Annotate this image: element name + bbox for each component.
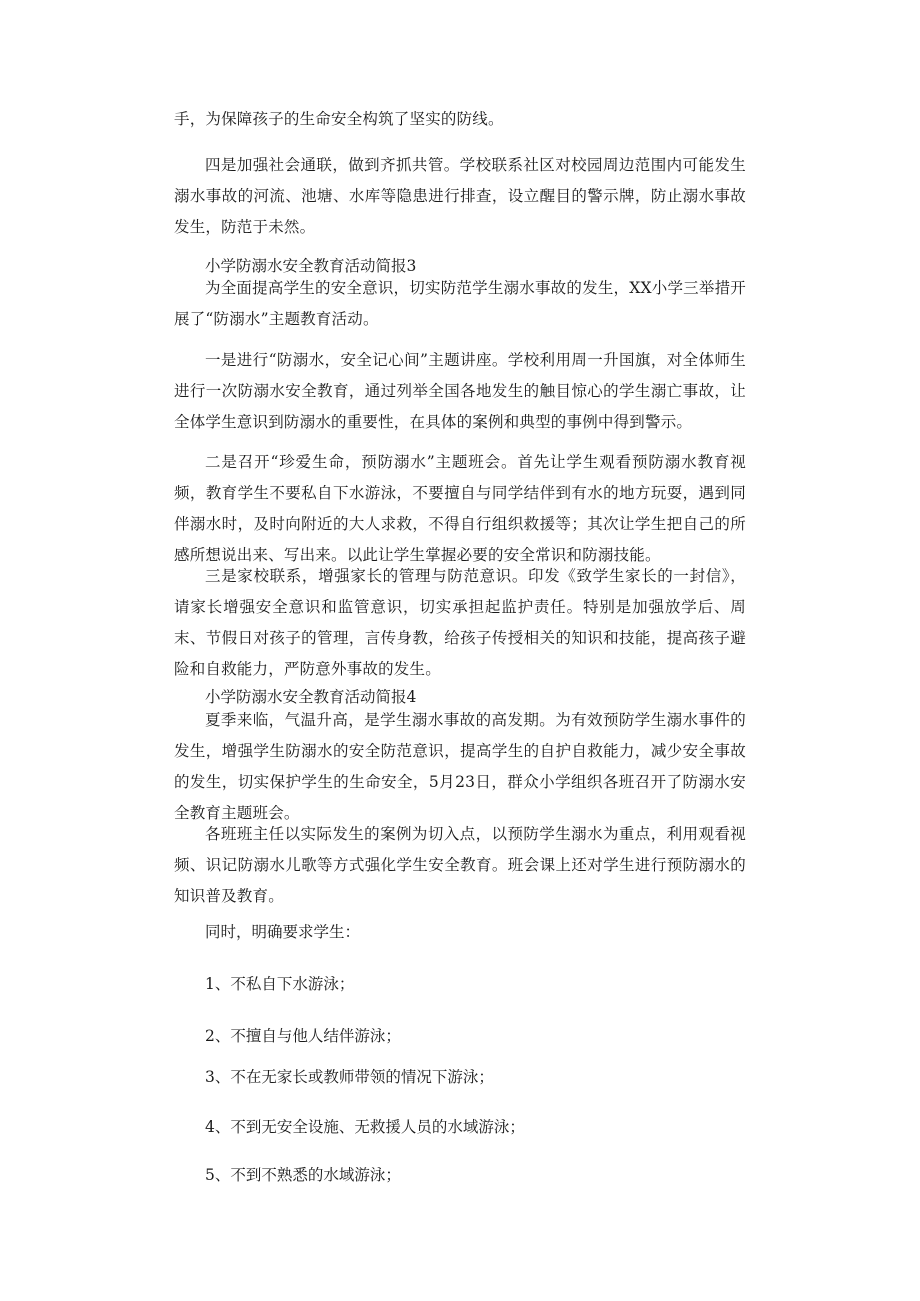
paragraph-continuation: 手，为保障孩子的生命安全构筑了坚实的防线。 (174, 110, 504, 128)
list-item: 5、不到不熟悉的水域游泳； (205, 1166, 401, 1184)
paragraph-point-two: 二是召开“珍爱生命，预防溺水”主题班会。首先让学生观看预防溺水教育视频，教育学生不要私自下水游泳，不要擅自与同学结伴到有水的地方玩耍，遇到同伴溺水时，及时向附近的大人求救，不得自行组织救援等；其次让学生把自己的所感所想说出来、写出来。以此让学生掌握必要的安全常识和防溺技能。 (174, 453, 746, 564)
paragraph-point-four: 四是加强社会通联，做到齐抓共管。学校联系社区对校园周边范围内可能发生溺水事故的河流、池塘、水库等隐患进行排查，设立醒目的警示牌，防止溺水事故发生，防范于未然。 (174, 156, 746, 236)
paragraph-point-one: 一是进行“防溺水，安全记心间”主题讲座。学校利用周一升国旗，对全体师生进行一次防溺水安全教育，通过列举全国各地发生的触目惊心的学生溺亡事故，让全体学生意识到防溺水的重要性，在具体的案例和典型的事例中得到警示。 (174, 351, 746, 431)
list-item: 2、不擅自与他人结伴游泳； (205, 1027, 401, 1045)
list-item: 1、不私自下水游泳； (205, 975, 355, 993)
list-item: 3、不在无家长或教师带领的情况下游泳； (205, 1068, 494, 1086)
list-item: 4、不到无安全设施、无救援人员的水域游泳； (205, 1118, 525, 1136)
paragraph-requirements-intro: 同时，明确要求学生： (205, 923, 361, 941)
paragraph-intro-3: 为全面提高学生的安全意识，切实防范学生溺水事故的发生，XX小学三举措开展了“防溺水”主题教育活动。 (174, 279, 746, 328)
section-heading-3: 小学防溺水安全教育活动简报3 (205, 257, 417, 275)
section-heading-4: 小学防溺水安全教育活动简报4 (205, 688, 417, 706)
paragraph-intro-4: 夏季来临，气温升高，是学生溺水事故的高发期。为有效预防学生溺水事件的发生，增强学生防溺水的安全防范意识，提高学生的自护自救能力，减少安全事故的发生，切实保护学生的生命安全，5月23日，群众小学组织各班召开了防溺水安全教育主题班会。 (174, 711, 746, 822)
paragraph-point-three: 三是家校联系，增强家长的管理与防范意识。印发《致学生家长的一封信》，请家长增强安全意识和监管意识，切实承担起监护责任。特别是加强放学后、周末、节假日对孩子的管理，言传身教，给孩子传授相关的知识和技能，提高孩子避险和自救能力，严防意外事故的发生。 (174, 567, 746, 678)
paragraph-class-teachers: 各班班主任以实际发生的案例为切入点，以预防学生溺水为重点，利用观看视频、识记防溺水儿歌等方式强化学生安全教育。班会课上还对学生进行预防溺水的知识普及教育。 (174, 825, 746, 905)
